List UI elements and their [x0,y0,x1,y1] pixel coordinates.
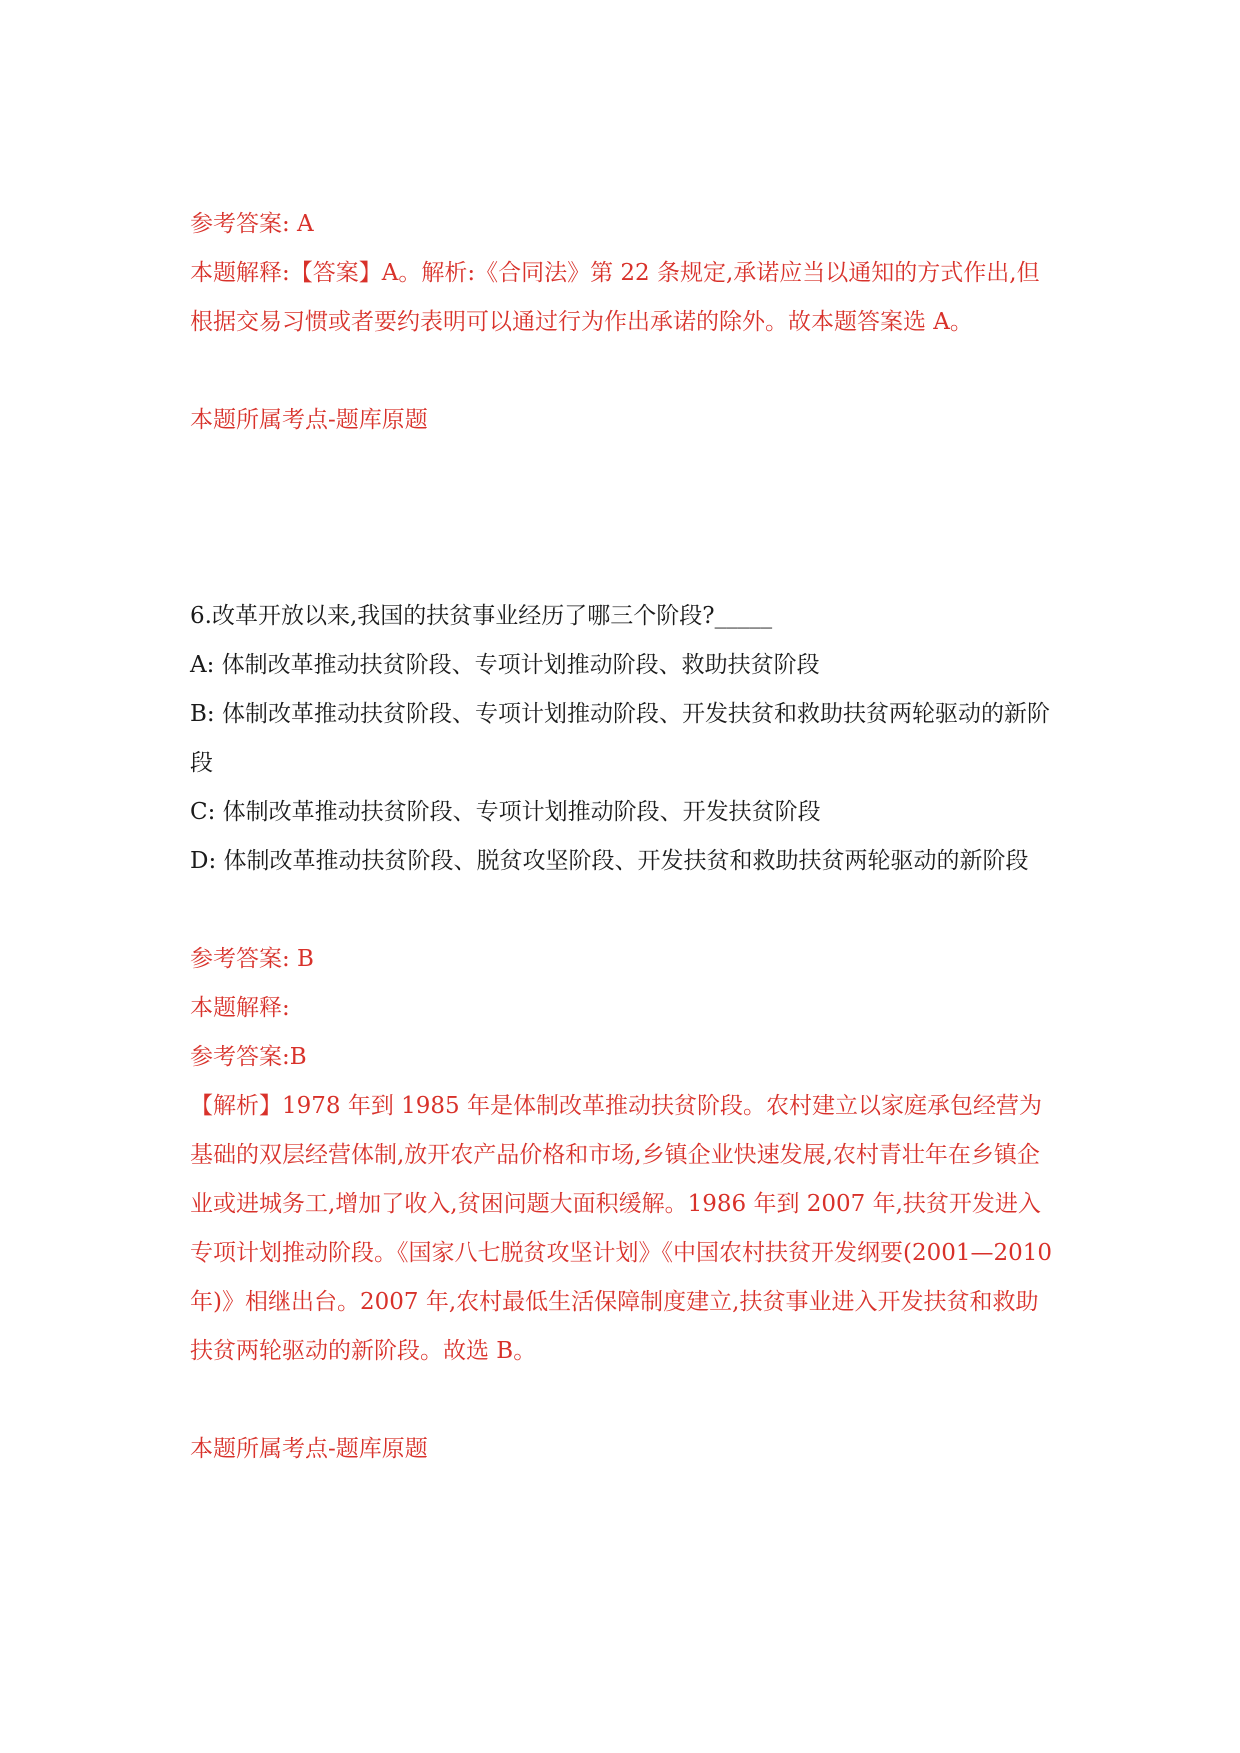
spacer [190,347,1060,396]
spacer [190,445,1060,543]
q5-answer: 参考答案: A [190,211,314,237]
q6-answer-repeat: 参考答案:B [190,1044,307,1070]
document-page [190,200,1060,1474]
q6-source: 本题所属考点-题库原题 [190,1436,428,1462]
spacer [190,1376,1060,1425]
q6-explanation-label: 本题解释: [190,995,290,1021]
q6-answer: 参考答案: B [190,946,314,972]
q6-option-c: C: 体制改革推动扶贫阶段、专项计划推动阶段、开发扶贫阶段 [190,799,821,825]
q6-option-d: D: 体制改革推动扶贫阶段、脱贫攻坚阶段、开发扶贫和救助扶贫两轮驱动的新阶段 [190,848,1029,874]
q6-analysis: 【解析】1978 年到 1985 年是体制改革推动扶贫阶段。农村建立以家庭承包经营为基础的双层经营体制,放开农产品价格和市场,乡镇企业快速发展,农村青壮年在乡镇企业或进城务工,增加了收入,贫困问题大面积缓解。1986 年到 2007 年,扶贫开发进入专项计划推动阶段。《国家八七脱贫攻坚计划》《中国农村扶贫开发纲要(2001—2010 年)》相继出台。2007 年,农村最低生活保障制度建立,扶贫事业进入开发扶贫和救助扶贫两轮驱动的新阶段。故选 B。 [190,1093,1060,1364]
q5-source: 本题所属考点-题库原题 [190,407,428,433]
q6-option-a: A: 体制改革推动扶贫阶段、专项计划推动阶段、救助扶贫阶段 [190,652,820,678]
q6-option-b: B: 体制改革推动扶贫阶段、专项计划推动阶段、开发扶贫和救助扶贫两轮驱动的新阶段 [190,701,1050,776]
q5-explanation: 本题解释:【答案】A。解析:《合同法》第 22 条规定,承诺应当以通知的方式作出,但根据交易习惯或者要约表明可以通过行为作出承诺的除外。故本题答案选 A。 [190,260,1040,335]
spacer [190,886,1060,935]
q6-question: 6.改革开放以来,我国的扶贫事业经历了哪三个阶段?_____ [190,603,773,629]
spacer [190,543,1060,592]
